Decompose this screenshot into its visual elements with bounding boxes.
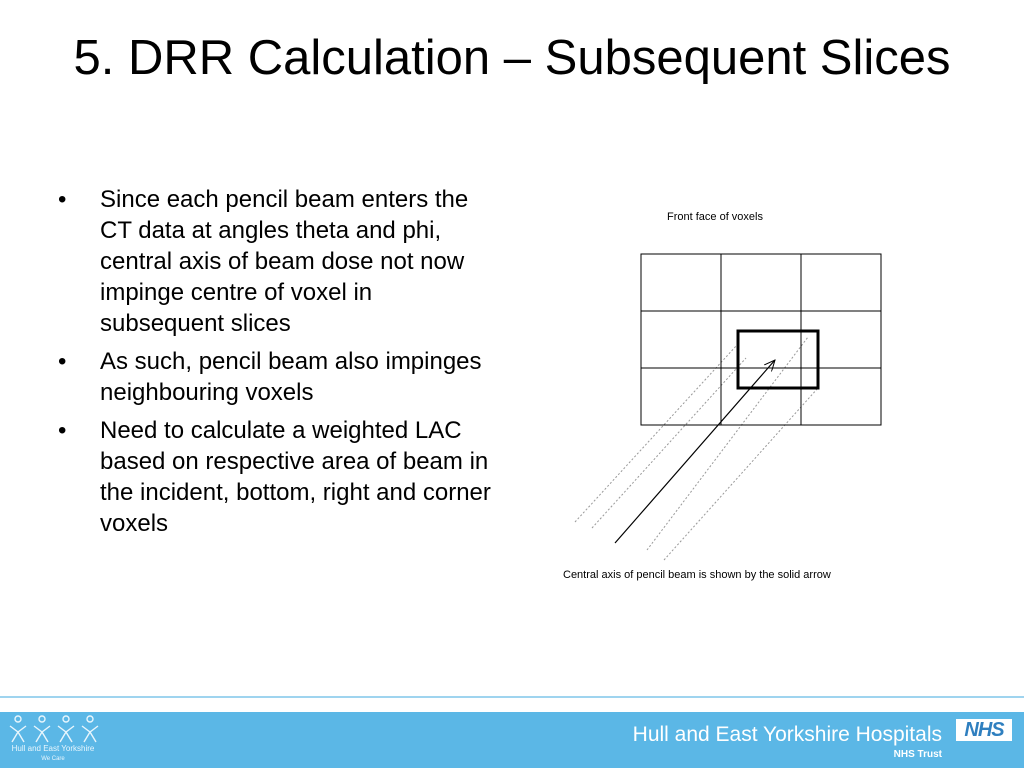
beam-edge-line [647, 337, 808, 550]
footer-divider [0, 696, 1024, 698]
logo-text: Hull and East Yorkshire [11, 744, 95, 753]
logo-figures-icon [6, 714, 102, 744]
bullet-dot: • [58, 348, 67, 375]
beam-edge-line [664, 388, 818, 560]
bullet-text: Need to calculate a weighted LAC based on respective area of beam in the incident, bottom, right and corner voxels [100, 417, 491, 537]
trust-subtitle: NHS Trust [893, 749, 942, 760]
bullet-dot: • [58, 417, 67, 444]
bullet-text: Since each pencil beam enters the CT data at angles theta and phi, central axis of beam dose not now impinge centre of voxel in subsequent slices [100, 186, 469, 337]
beam-footprint-square [738, 331, 818, 388]
bullet-text: As such, pencil beam also impinges neighbouring voxels [100, 348, 482, 406]
central-axis-arrow [615, 360, 775, 543]
beam-edge-line [592, 358, 746, 528]
bullet-dot: • [58, 186, 67, 213]
trust-name: Hull and East Yorkshire Hospitals [632, 723, 942, 746]
nhs-logo-badge: NHS [956, 719, 1012, 741]
slide-title: 5. DRR Calculation – Subsequent Slices [73, 31, 951, 85]
caption-central-axis: Central axis of pencil beam is shown by the solid arrow [563, 569, 831, 581]
caption-front-face: Front face of voxels [667, 211, 763, 223]
logo-subtext: We Care [41, 756, 65, 762]
